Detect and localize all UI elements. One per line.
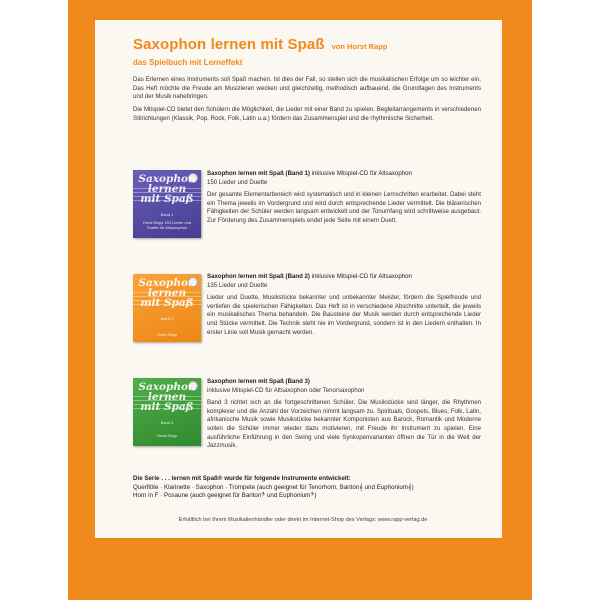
book-count: 150 Lieder und Duette — [207, 178, 268, 186]
book-count: inklusive Mitspiel-CD für Altsaxophon oder Tenorsaxophon — [207, 386, 365, 394]
book-text: Band 3 richtet sich an die fortgeschrittenen Schüler. Die Musikstücke sind länger, die Rhythmen komplexer und die Anzahl der Vorzeichen nimmt langsam zu. Spirituals, Gospels, Blues, Folk, Latin, afrikanische Musik sowie Musikstücke bekannter Komponisten aus Barock, Romantik und Moderne sollen die Schüler immer wieder dazu motivieren, mit Freude ihr Instrument zu spielen. Eine ausführliche Einführung in den Swing und viele Synkopenvarianten öffnen die Tür in die Welt der Jazzmusik. — [207, 399, 481, 450]
title-row — [133, 36, 493, 54]
content-panel — [95, 20, 502, 538]
book-count: 135 Lieder und Duette — [207, 281, 268, 289]
book-text: Der gesamte Elementarbereich wird systematisch und in kleinen Lernschritten erarbeitet. Dabei steht ein Thema jeweils im Vordergrund und wird durch entsprechende Lieder vermittelt. Die bläserischen Fähigkeiten der Schüler werden langsam entwickelt und der Tonumfang wird schrittweise ausgebaut. Zur Förderung des Zusammenspiels endet jede Seite mit einem Duett. — [207, 191, 481, 224]
page-title: Saxophon lernen mit Spaß — [133, 36, 325, 53]
series-line-2: Horn in F · Posaune (auch geeignet für Bariton𝄢 und Euphonium𝄢) — [133, 492, 317, 500]
cover-band: Band 2 — [160, 316, 174, 321]
cover-info: Horst Rapp — [156, 433, 178, 438]
series-line-1: Querflöte · Klarinette · Saxophon · Trompete (auch geeignet für Tenorhorn, Bariton𝄞 und Euphonium𝄞) — [133, 483, 414, 491]
book-cover-band-1 — [133, 170, 201, 238]
book-heading-rest: inklusive Mitspiel-CD für Altsaxophon — [309, 273, 412, 280]
cover-title: Saxophon lernen mit Spaß — [138, 277, 196, 309]
book-heading: Saxophon lernen mit Spaß (Band 2) — [207, 273, 310, 280]
footer-note: Erhältlich bei Ihrem Musikalienhändler oder direkt im Internet-Shop des Verlags: www.rapp-verlag.de — [178, 517, 428, 523]
book-heading: Saxophon lernen mit Spaß (Band 3) — [207, 378, 310, 385]
cover-band: Band 3 — [160, 420, 174, 425]
cover-title: Saxophon lernen mit Spaß — [138, 381, 196, 413]
book-text: Lieder und Duette, Musikstücke bekannter und unbekannter Meister, fördern die Spielfreude und vertiefen die spielerischen Fähigkeiten. Das Heft ist in verschiedene Abschnitte unterteilt, die jeweils ein musikalisches Thema behandeln. Die Bausteine der Musik werden durch entsprechende Lieder und Stücke vermittelt. Die Technik steht nie im Vordergrund, sondern ist in den Liedern enthalten. In erster Linie soll Musik gemacht werden. — [207, 294, 481, 336]
book-description-band-1 — [207, 170, 481, 226]
book-description-band-3 — [207, 378, 481, 451]
cover-info: Horst Rapp 150 Lieder und Duette für Altsaxophon — [142, 220, 192, 230]
series-heading: Die Serie . . . lernen mit Spaß® wurde für folgende Instrumente entwickelt: — [133, 475, 351, 482]
book-cover-band-2 — [133, 274, 201, 342]
author-label: von Horst Rapp — [331, 42, 388, 51]
series-info — [133, 475, 481, 501]
intro-text — [133, 76, 481, 128]
intro-paragraph-2: Die Mitspiel-CD bietet den Schülern die Möglichkeit, die Lieder mit einer Band zu spielen. Begleitarrangements in verschiedenen Stilrichtungen (Klassik, Pop, Rock, Folk, Latin u.a.) fördern das Zusammenspiel und die rhythmische Sicherheit. — [133, 106, 481, 122]
book-heading-rest: inklusive Mitspiel-CD für Altsaxophon — [309, 170, 412, 177]
cover-title: Saxophon lernen mit Spaß — [138, 173, 196, 205]
book-heading: Saxophon lernen mit Spaß (Band 1) — [207, 170, 310, 177]
cover-info: Horst Rapp — [156, 332, 178, 337]
book-description-band-2 — [207, 273, 481, 337]
page-subtitle: das Spielbuch mit Lerneffekt — [133, 58, 243, 67]
intro-paragraph-1: Das Erlernen eines Instruments soll Spaß machen. Ist dies der Fall, so stellen sich die musikalischen Erfolge um so leichter ein. Das Heft möchte die Freude am Musizieren wecken und gleichzeitig, methodisch aufbauend, die Grundlagen des Instruments und der Musik nahebringen. — [133, 76, 481, 101]
cover-band: Band 1 — [160, 212, 174, 217]
book-cover-band-3 — [133, 378, 201, 446]
